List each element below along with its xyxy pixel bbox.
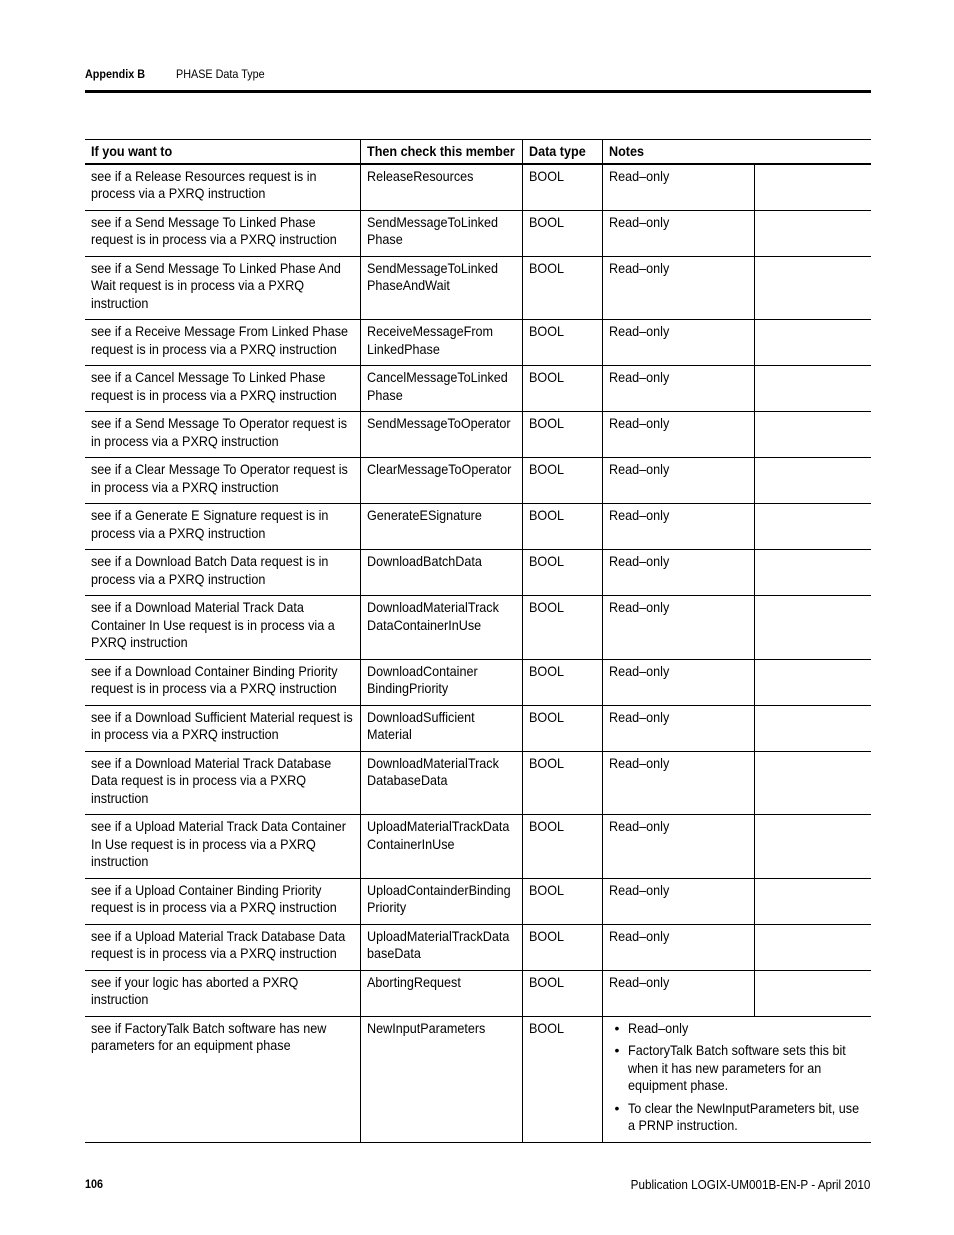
type-cell: BOOL <box>522 1016 602 1142</box>
table-row <box>85 504 871 550</box>
notes-cell: Read–only <box>602 412 754 458</box>
notes-cell: Read–only <box>602 550 754 596</box>
notes-extra-cell <box>754 412 871 458</box>
column-header-want: If you want to <box>85 140 360 164</box>
member-cell: UploadMaterialTrackData baseData <box>360 924 522 970</box>
notes-cell: Read–only <box>602 320 754 366</box>
column-header-notes: Notes <box>602 140 871 164</box>
type-cell: BOOL <box>522 924 602 970</box>
table-row <box>85 412 871 458</box>
table-row <box>85 815 871 879</box>
table-row <box>85 210 871 256</box>
want-cell: see if a Download Sufficient Material request is in process via a PXRQ instruction <box>85 705 360 751</box>
table-row <box>85 924 871 970</box>
notes-extra-cell <box>754 751 871 815</box>
want-cell: see if a Generate E Signature request is in process via a PXRQ instruction <box>85 504 360 550</box>
section-title: PHASE Data Type <box>176 67 265 81</box>
member-cell: NewInputParameters <box>360 1016 522 1142</box>
bullet-icon: • <box>614 1019 620 1036</box>
want-cell: see if a Clear Message To Operator request is in process via a PXRQ instruction <box>85 458 360 504</box>
bullet-icon: • <box>614 1099 620 1116</box>
publication-info: Publication LOGIX-UM001B-EN-P - April 2010 <box>630 1177 870 1192</box>
notes-list-item: • FactoryTalk Batch software sets this bit when it has new parameters for an equipment phase. <box>614 1042 846 1093</box>
notes-cell: Read–only <box>602 504 754 550</box>
notes-extra-cell <box>754 210 871 256</box>
notes-cell: Read–only <box>602 210 754 256</box>
type-cell: BOOL <box>522 659 602 705</box>
table-row <box>85 320 871 366</box>
notes-cell: Read–only <box>602 256 754 320</box>
notes-extra-cell <box>754 320 871 366</box>
notes-cell: Read–only <box>602 970 754 1016</box>
want-cell: see if a Receive Message From Linked Phase request is in process via a PXRQ instruction <box>85 320 360 366</box>
notes-cell <box>602 1016 871 1142</box>
notes-cell: Read–only <box>602 164 754 211</box>
member-cell: ClearMessageToOperator <box>360 458 522 504</box>
member-cell: DownloadBatchData <box>360 550 522 596</box>
member-cell: SendMessageToLinked Phase <box>360 210 522 256</box>
table-row <box>85 970 871 1016</box>
want-cell: see if a Download Container Binding Priority request is in process via a PXRQ instruction <box>85 659 360 705</box>
table-row <box>85 550 871 596</box>
section-label: Appendix B <box>85 67 146 81</box>
member-cell: SendMessageToOperator <box>360 412 522 458</box>
table-row <box>85 878 871 924</box>
notes-extra-cell <box>754 550 871 596</box>
member-cell: UploadContainderBinding Priority <box>360 878 522 924</box>
want-cell: see if a Upload Container Binding Priority request is in process via a PXRQ instruction <box>85 878 360 924</box>
page-header <box>85 64 871 93</box>
notes-extra-cell <box>754 256 871 320</box>
member-cell: DownloadMaterialTrack DatabaseData <box>360 751 522 815</box>
want-cell: see if your logic has aborted a PXRQ instruction <box>85 970 360 1016</box>
notes-cell: Read–only <box>602 924 754 970</box>
type-cell: BOOL <box>522 504 602 550</box>
type-cell: BOOL <box>522 751 602 815</box>
member-cell: SendMessageToLinked PhaseAndWait <box>360 256 522 320</box>
notes-extra-cell <box>754 596 871 660</box>
phase-member-table <box>85 139 871 1143</box>
bullet-icon: • <box>614 1042 620 1058</box>
want-cell: see if a Download Material Track Database Data request is in process via a PXRQ instruction <box>85 751 360 815</box>
table-row <box>85 366 871 412</box>
member-cell: ReceiveMessageFrom LinkedPhase <box>360 320 522 366</box>
want-cell: see if a Cancel Message To Linked Phase request is in process via a PXRQ instruction <box>85 366 360 412</box>
notes-extra-cell <box>754 970 871 1016</box>
notes-extra-cell <box>754 164 871 211</box>
member-cell: AbortingRequest <box>360 970 522 1016</box>
table-header-row <box>85 140 871 164</box>
column-header-type: Data type <box>522 140 602 164</box>
type-cell: BOOL <box>522 815 602 879</box>
table-body <box>85 164 871 1143</box>
notes-extra-cell <box>754 705 871 751</box>
want-cell: see if a Send Message To Operator request is in process via a PXRQ instruction <box>85 412 360 458</box>
table-row <box>85 1016 871 1142</box>
notes-extra-cell <box>754 924 871 970</box>
notes-extra-cell <box>754 458 871 504</box>
notes-cell: Read–only <box>602 705 754 751</box>
table-row <box>85 164 871 211</box>
type-cell: BOOL <box>522 412 602 458</box>
want-cell: see if a Download Material Track Data Container In Use request is in process via a PXRQ instruction <box>85 596 360 660</box>
type-cell: BOOL <box>522 256 602 320</box>
notes-list-item: • To clear the NewInputParameters bit, use a PRNP instruction. <box>614 1099 859 1133</box>
notes-cell: Read–only <box>602 751 754 815</box>
member-cell: CancelMessageToLinked Phase <box>360 366 522 412</box>
table-row <box>85 256 871 320</box>
member-cell: ReleaseResources <box>360 164 522 211</box>
type-cell: BOOL <box>522 596 602 660</box>
notes-cell: Read–only <box>602 458 754 504</box>
want-cell: see if a Upload Material Track Data Container In Use request is in process via a PXRQ instruction <box>85 815 360 879</box>
notes-extra-cell <box>754 366 871 412</box>
notes-cell: Read–only <box>602 815 754 879</box>
table-row <box>85 659 871 705</box>
want-cell: see if a Send Message To Linked Phase request is in process via a PXRQ instruction <box>85 210 360 256</box>
type-cell: BOOL <box>522 164 602 211</box>
table-row <box>85 751 871 815</box>
notes-list-item: • Read–only <box>614 1019 688 1036</box>
member-cell: UploadMaterialTrackData ContainerInUse <box>360 815 522 879</box>
table-row <box>85 458 871 504</box>
want-cell: see if FactoryTalk Batch software has new parameters for an equipment phase <box>85 1016 360 1142</box>
notes-cell: Read–only <box>602 659 754 705</box>
want-cell: see if a Download Batch Data request is in process via a PXRQ instruction <box>85 550 360 596</box>
type-cell: BOOL <box>522 458 602 504</box>
table-row <box>85 705 871 751</box>
member-cell: DownloadContainer BindingPriority <box>360 659 522 705</box>
type-cell: BOOL <box>522 366 602 412</box>
table-row <box>85 596 871 660</box>
want-cell: see if a Send Message To Linked Phase And Wait request is in process via a PXRQ instruction <box>85 256 360 320</box>
notes-cell: Read–only <box>602 366 754 412</box>
notes-extra-cell <box>754 878 871 924</box>
member-cell: DownloadMaterialTrack DataContainerInUse <box>360 596 522 660</box>
column-header-member: Then check this member <box>360 140 522 164</box>
type-cell: BOOL <box>522 320 602 366</box>
type-cell: BOOL <box>522 550 602 596</box>
notes-list <box>609 1020 867 1135</box>
want-cell: see if a Release Resources request is in process via a PXRQ instruction <box>85 164 360 211</box>
notes-extra-cell <box>754 504 871 550</box>
member-cell: DownloadSufficient Material <box>360 705 522 751</box>
want-cell: see if a Upload Material Track Database Data request is in process via a PXRQ instruction <box>85 924 360 970</box>
type-cell: BOOL <box>522 878 602 924</box>
type-cell: BOOL <box>522 705 602 751</box>
type-cell: BOOL <box>522 210 602 256</box>
notes-cell: Read–only <box>602 596 754 660</box>
notes-cell: Read–only <box>602 878 754 924</box>
page-number: 106 <box>85 1177 104 1191</box>
notes-extra-cell <box>754 815 871 879</box>
type-cell: BOOL <box>522 970 602 1016</box>
member-cell: GenerateESignature <box>360 504 522 550</box>
notes-extra-cell <box>754 659 871 705</box>
